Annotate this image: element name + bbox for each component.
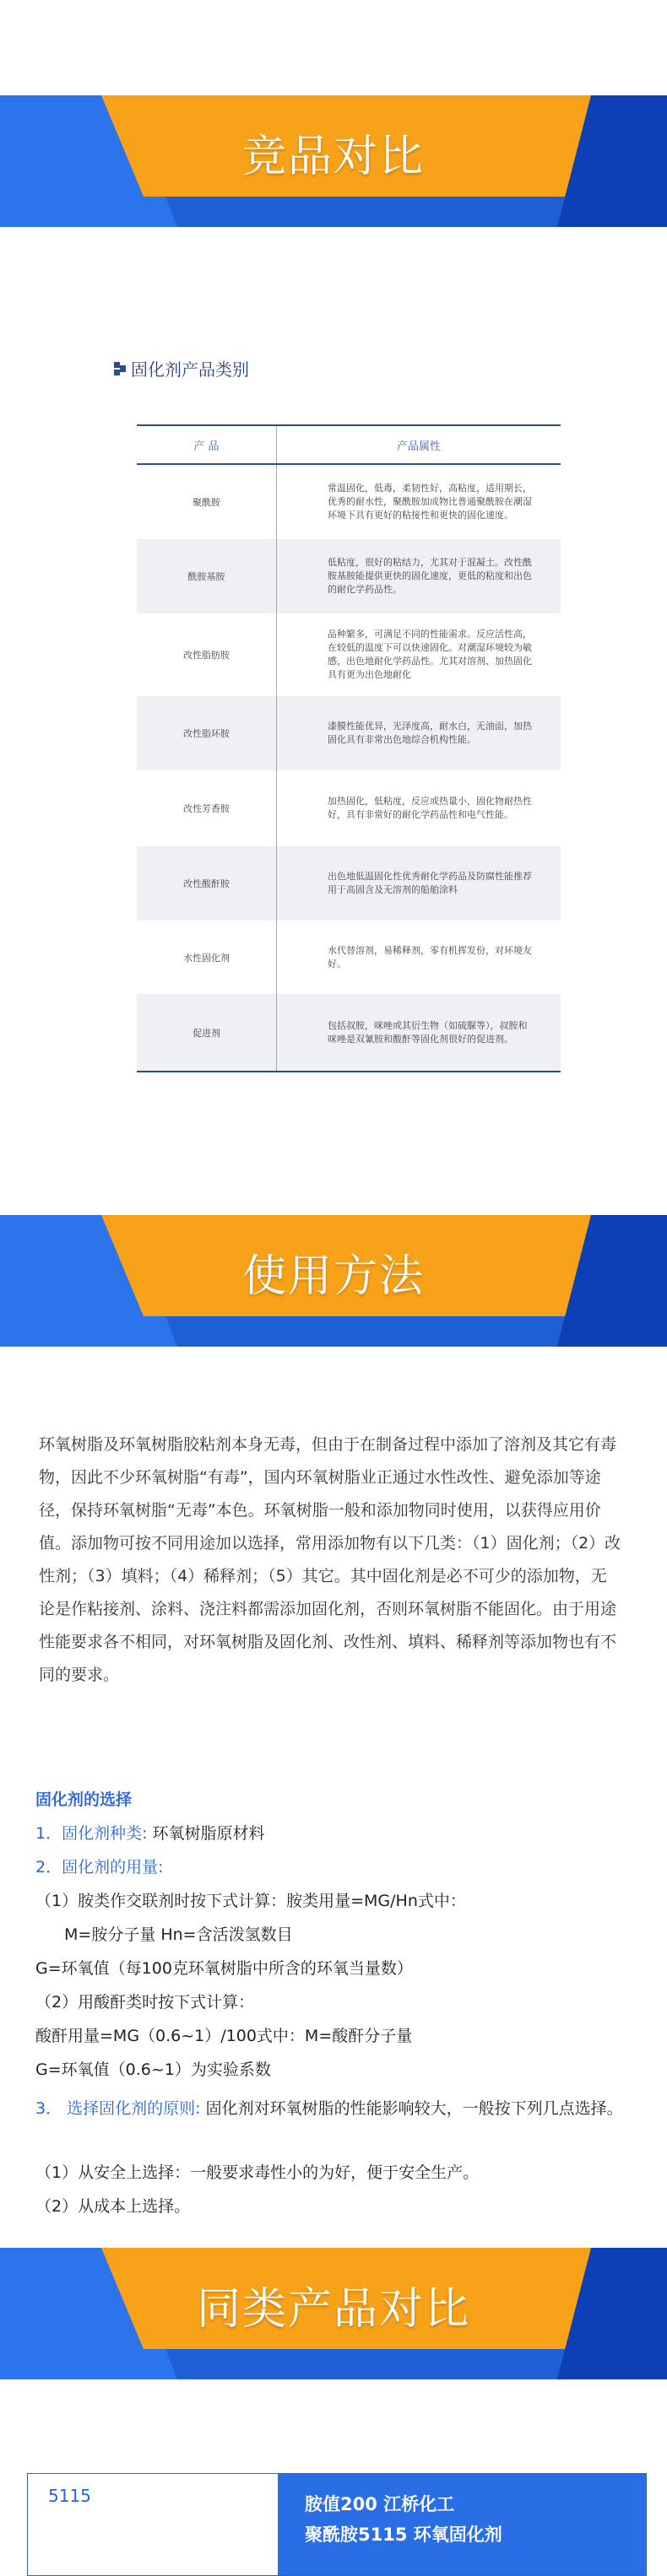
banner-title: 同类产品对比 <box>196 2284 470 2335</box>
usage-intro: 环氧树脂及环氧树脂胶粘剂本身无毒，但由于在制备过程中添加了溶剂及其它有毒物，因此不少环氧树脂“有毒”，国内环氧树脂业正通过水性改性、避免添加等途径，保持环氧树脂“无毒”本色。环氧树脂一般和添加物同时使用，以获得应用价值。添加物可按不同用途加以选择，常用添加物有以下几类：（1）固化剂；（2）改性剂；（3）填料；（4）稀释剂；（5）其它。其中固化剂是必不可少的添加物，无论是作粘接剂、涂料、浇注料都需添加固化剂，否则环氧树脂不能固化。由于用途性能要求各不相同，对环氧树脂及固化剂、改性剂、填料、稀释剂等添加物也有不同的要求。 <box>39 1435 621 1684</box>
comparison-line-2: 聚酰胺5115 环氧固化剂 <box>305 2525 502 2545</box>
cost-line: （2）从成本上选择。 <box>35 2197 191 2216</box>
table-row <box>137 613 561 696</box>
column-header: 产 品 <box>137 425 277 464</box>
table-row <box>137 464 561 539</box>
item-value: 环氧树脂原材料 <box>147 1824 265 1843</box>
banner-title: 竞品对比 <box>241 132 425 182</box>
table-row <box>137 921 561 994</box>
product-name: 改性脂环胺 <box>137 696 277 770</box>
item-3 <box>35 2093 643 2125</box>
bullet-mark-icon <box>114 362 126 375</box>
item-value: 固化剂对环氧树脂的性能影响较大，一般按下列几点选择。 <box>200 2099 623 2118</box>
table-row <box>137 696 561 770</box>
product-name: 改性酸酐胺 <box>137 846 277 921</box>
usage-banner <box>0 1215 667 1347</box>
product-table <box>137 424 561 1072</box>
comparison-line-1: 胺值200 江桥化工 <box>305 2494 455 2514</box>
amine-line: （1）胺类作交联剂时按下式计算：胺类用量=MG/Hn式中： <box>35 1892 466 1910</box>
table-row <box>137 539 561 613</box>
selection-title: 固化剂的选择 <box>35 1790 133 1809</box>
table-row <box>137 846 561 921</box>
product-desc: 水代替溶剂，易稀释剂，零有机挥发份，对环境友好。 <box>328 944 532 969</box>
product-name: 改性芳香胺 <box>137 770 277 846</box>
product-name: 水性固化剂 <box>137 921 277 994</box>
item-label: 3． 选择固化剂的原则: <box>35 2099 201 2118</box>
comparison-right <box>278 2474 646 2575</box>
section-title: 固化剂产品类别 <box>131 359 249 380</box>
product-desc: 常温固化，低毒，柔韧性好，高粘度，适用期长，优秀的耐水性，聚酰胺加成物比普通聚酰胺在潮湿环境下具有更好的粘接性和更快的固化速度。 <box>328 483 532 521</box>
competitor-banner <box>0 95 667 227</box>
amine-g: G=环氧值（每100克环氧树脂中所含的环氧当量数） <box>35 1959 413 1978</box>
table-row <box>137 994 561 1072</box>
product-desc: 低粘度，很好的粘结力，尤其对于混凝土。改性酰胺基胺能提供更快的固化速度，更低的粘度和出色的耐化学药品性。 <box>277 539 561 613</box>
product-name: 促进剂 <box>137 994 277 1072</box>
amine-vars: M=胺分子量 Hn=含活泼氢数目 <box>64 1925 293 1944</box>
product-desc: 包括叔胺，咪唑或其衍生物（如硫脲等），叔胺和咪唑是双氰胺和酸酐等固化剂很好的促进剂。 <box>277 994 561 1072</box>
product-name: 酰胺基胺 <box>137 539 277 613</box>
similar-products-banner <box>0 2248 667 2379</box>
product-name: 聚酰胺 <box>137 464 277 539</box>
table-row <box>137 770 561 846</box>
product-desc: 漆膜性能优异，光泽度高，耐水白，无油面，加热固化具有非常出色地综合机构性能。 <box>277 696 561 770</box>
item-1 <box>35 1823 643 1844</box>
item-2-label: 2．固化剂的用量: <box>35 1858 164 1877</box>
product-desc: 出色地低温固化性优秀耐化学药品及防腐性能推荐用于高固含及无溶剂的船舶涂料 <box>277 846 561 921</box>
table-header-row <box>137 425 561 464</box>
item-label: 1．固化剂种类: <box>35 1824 148 1843</box>
comparison-left <box>28 2474 278 2575</box>
product-desc: 品种繁多，可满足不同的性能需求。反应活性高，在较低的温度下可以快速固化。对潮湿环境较为敏感，出色地耐化学药品性。尤其对溶剂、加热固化具有更为出色地耐化 <box>328 629 532 680</box>
anhydride-formula: 酸酐用量=MG（0.6~1）/100式中：M=酸酐分子量 <box>35 2027 413 2045</box>
anhydride-g: G=环氧值（0.6~1）为实验系数 <box>35 2060 271 2079</box>
banner-title: 使用方法 <box>241 1251 425 1302</box>
product-desc: 加热固化，低粘度，反应或热量小，固化物耐热性好，具有非常好的耐化学药品性和电气性能。 <box>328 796 532 820</box>
product-section-heading <box>114 356 249 381</box>
anhydride-line: （2）用酸酐类时按下式计算： <box>35 1993 255 2012</box>
safety-line: （1）从安全上选择：一般要求毒性小的为好，便于安全生产。 <box>35 2163 480 2182</box>
comparison-model: 5115 <box>48 2486 91 2506</box>
product-name: 改性脂肪胺 <box>137 613 277 696</box>
comparison-box <box>27 2473 647 2576</box>
column-header: 产品属性 <box>277 425 561 464</box>
